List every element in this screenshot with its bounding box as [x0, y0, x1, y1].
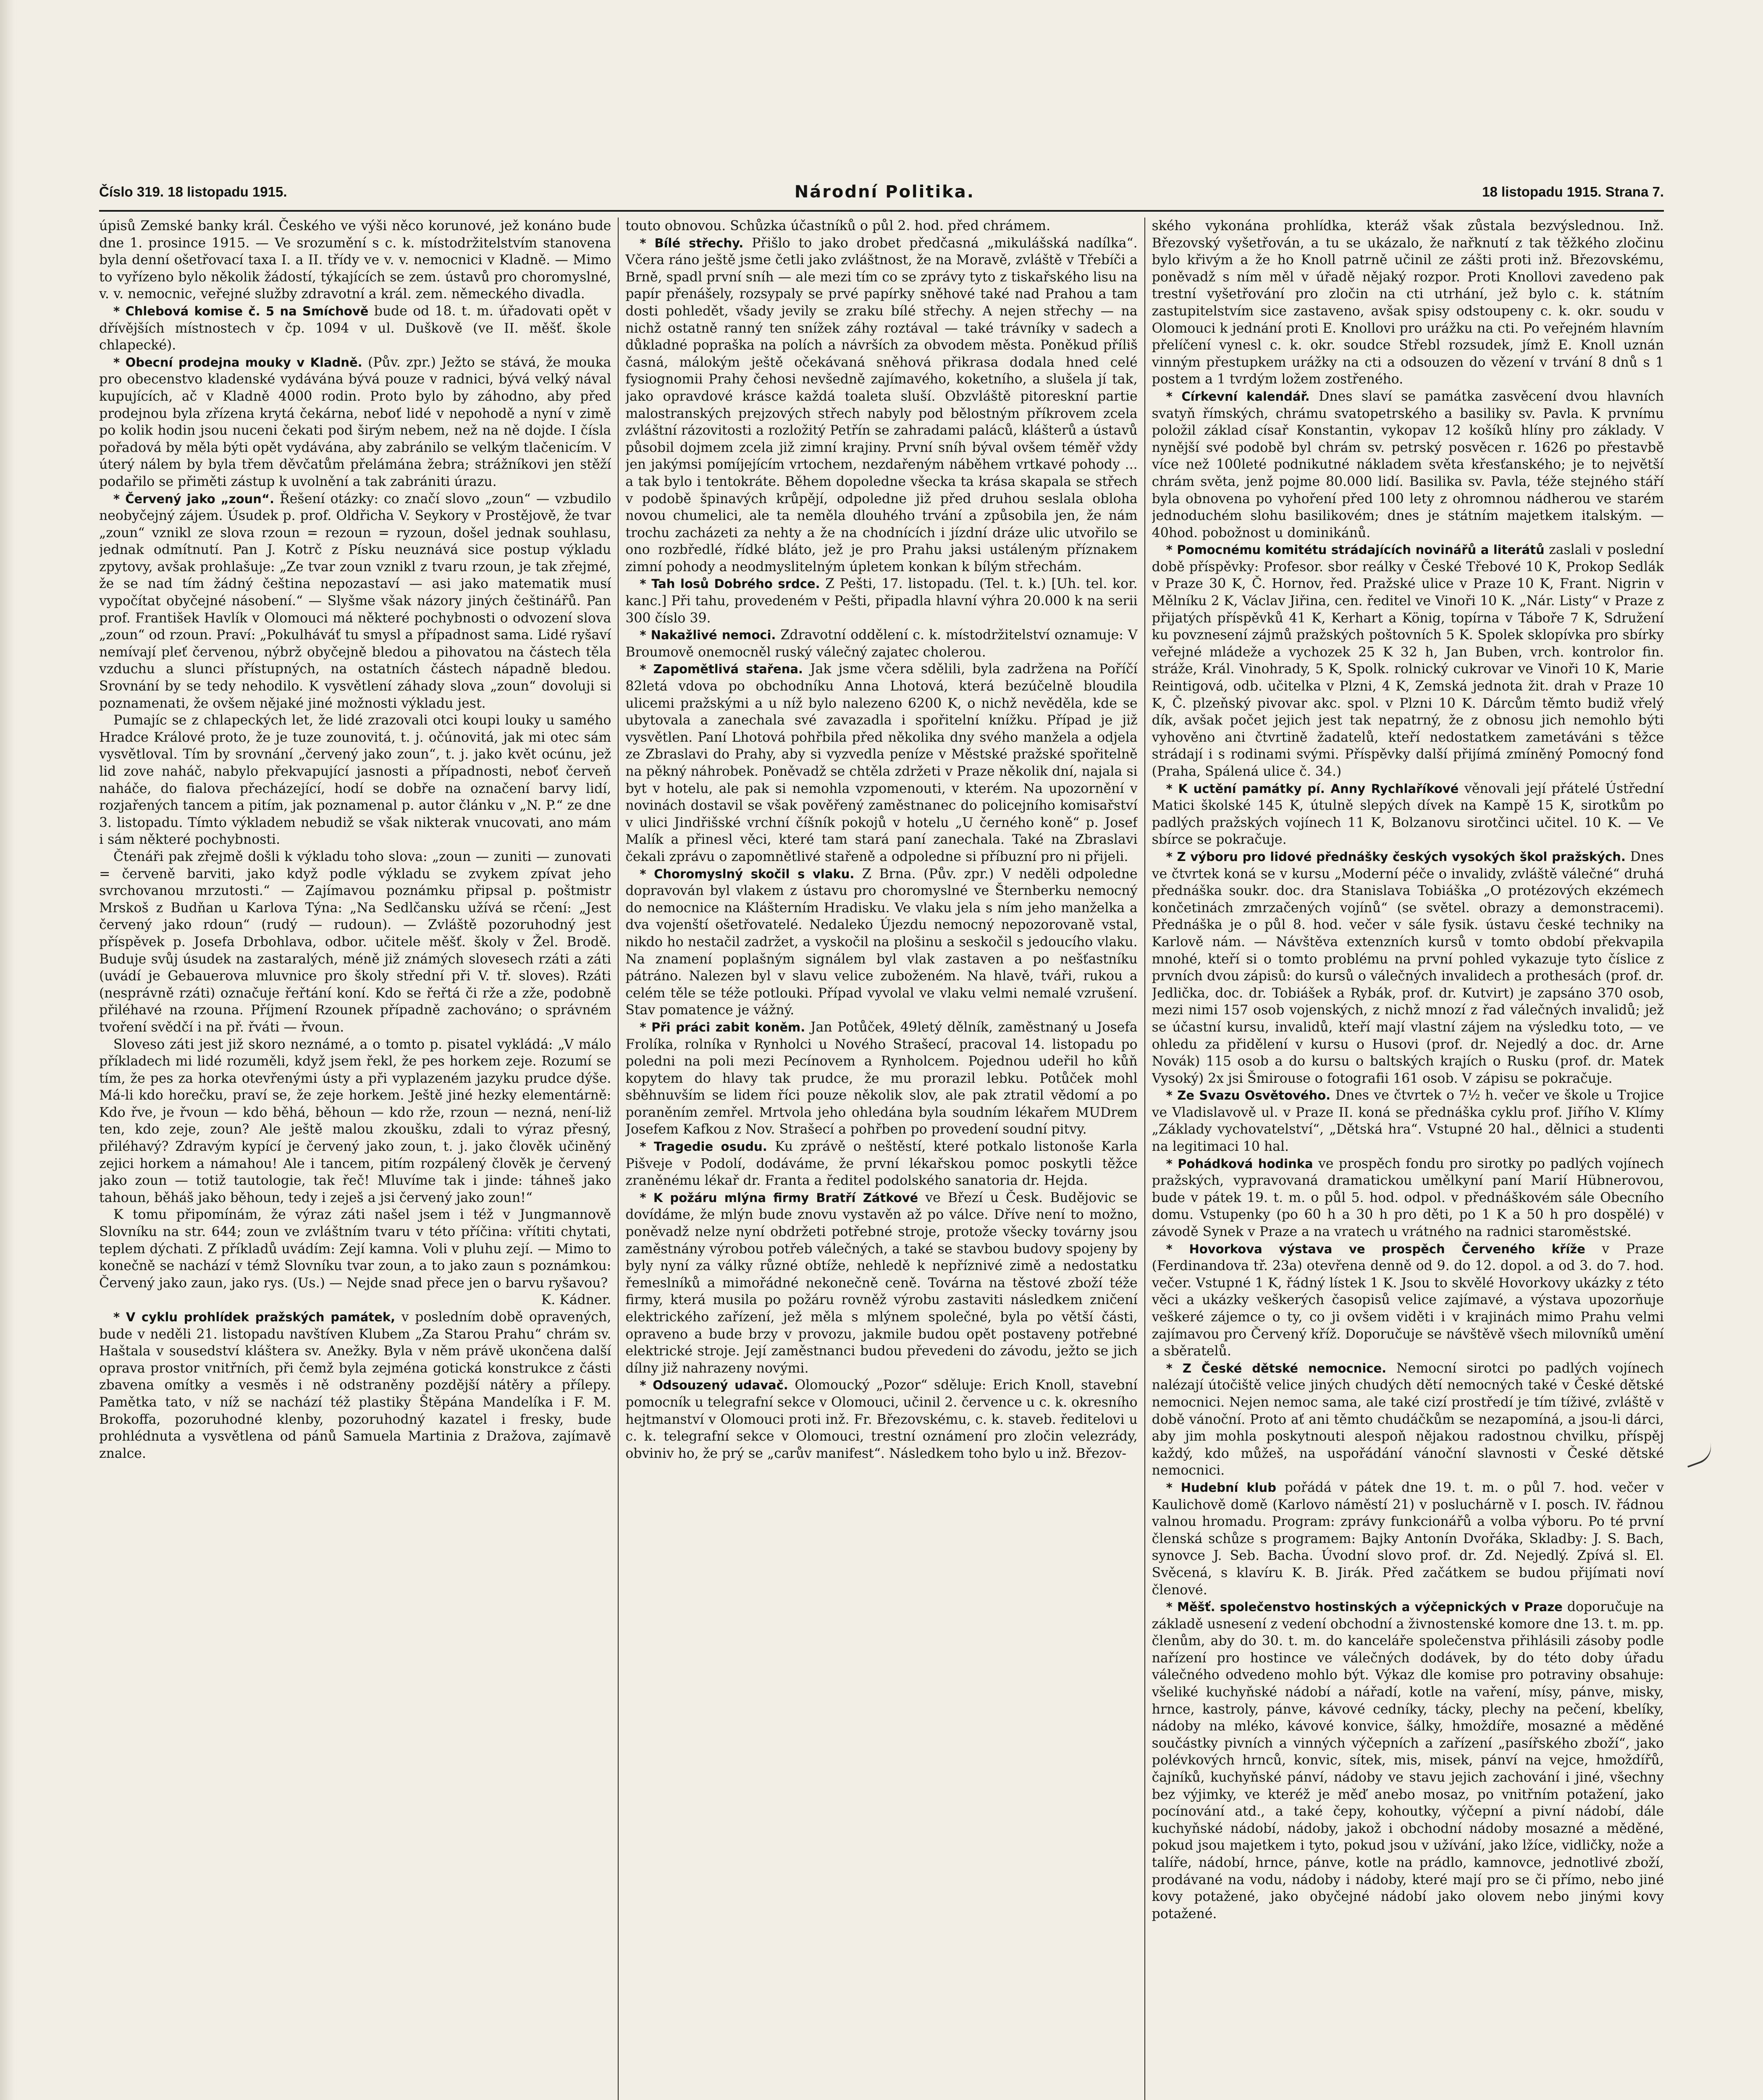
article-text: Dnes ve čtvrtek koná se v kursu „Moderní péče o invalidy, zvláště válečné“ druhá přednáška soukr. doc. dra Stanislava Tobiáška „O protézových ekzémech končetinách zmrzačených vojínů“ (se světel. obrazy a demonstracemi). Přednáška je o půl 8. hod. večer v sále fysik. ústavu české techniky na Karlově nám. — Návštěva extenzních kursů v tomto období překvapila mnohé, kteří si o tomto problému na první pohled vykazuje tyto číslice z prvních dvou zápisů: do kursů o válečných invalidech a prothesách (prof. dr. Jedlička, doc. dr. Tobiášek a Rybák, prof. dr. Kutvirt) je zapsáno 370 osob, mezi nimi 157 osob vojenských, z nichž mnozí z řad válečných invalidů; jež se účastní kursu, invalidů, kteří mají vlastní zájem na výsledku toto, — ve ohledu za přidělení v kursu o Husovi (prof. dr. Nejedlý a doc. dr. Arne Novák) 115 osob a do kursu o baltských krajích o Rusku (prof. dr. Matek Vysoký) 2x jsi Šmirouse o fotografii 161 osob. V zápisu se pokračuje.: [1152, 849, 1664, 1086]
article-paragraph: [625, 661, 1137, 865]
article-heading: * Při práci zabit koněm.: [640, 1020, 805, 1034]
article-text: ve prospěch fondu pro sirotky po padlých vojínech pražských, vypravovaná dramatickou umělkyní paní Marií Hübnerovou, bude v pátek 19. t. m. o půl 5. hod. odpol. v přednáškovém sále Obecního domu. Vstupenky (po 60 h a 30 h pro děti, po 1 K a 50 h pro dospělé) v závodě Synek v Praze a na vratech u vrátného na radnici staroměstské.: [1152, 1156, 1664, 1240]
article-paragraph: [1152, 780, 1664, 848]
date-page-number: 18 listopadu 1915. Strana 7.: [1482, 184, 1664, 200]
article-text: ského vykonána prohlídka, kteráž však zůstala bezvýslednou. Inž. Březovský vyšetřován, a tu se ukázalo, že nařknutí z tak těžkého zločinu bylo křivým a že ho Knoll patrně učinil ze zášti proti inž. Březovskému, poněvadž s ním měl v úřadě nějaký rozpor. Proti Knollovi zavedeno pak trestní vyšetřování pro zločin na cti utrhání, jež bylo c. k. státním zastupitelstvím sice zastaveno, avšak spisy odstoupeny c. k. okr. soudu v Olomouci k jednání proti E. Knollovi pro urážku na cti. Po veřejném hlavním přelíčení vynesl c. k. okr. soudce Střebl rozsudek, jímž E. Knoll uznán vinným přestupkem urážky na cti a odsouzen do vězení v trvání 8 dnů s 1 postem a 1 tvrdým ložem zostřeného.: [1152, 218, 1664, 387]
page-header: [99, 177, 1664, 207]
article-paragraph: [99, 354, 611, 491]
article-text: K tomu připomínám, že výraz záti našel jsem i též v Jungmannově Slovníku na str. 644; zoun ve zvláštním tvaru v této příčina: vřítiti chytati, teplem dýchati. Z příkladů uvádím: Zejí kamna. Voli v pluhu zejí. — Mimo to konečně se nachází v témž Slovníku tvar zoun, a to jako zaun s poznámkou: Červený jako zaun, jako rys. (Us.) — Nejde snad přece jen o barvu ryšavou?: [99, 1207, 611, 1291]
article-heading: * Pomocnému komitétu strádajících novinářů a literátů: [1166, 543, 1545, 557]
article-paragraph: [1152, 1155, 1664, 1241]
article-heading: * Hovorkova výstava ve prospěch Červeného kříže: [1166, 1242, 1585, 1256]
article-text: zaslali v poslední době příspěvky: Profesor. sbor reálky v České Třebové 10 K, Prokop Sedlák v Praze 30 K, Č. Hornov, řed. Pražské ulice v Praze 10 K, Frant. Nigrin v Mělníku 2 K, Václav Jiřina, cen. ředitel ve Vinoři 10 K. „Nár. Listy“ v Praze z přijatých příspěvků 41 K, Kerhart a König, topírna v Táboře 7 K, Sdružení ku povznesení zájmů pražských poštovních 5 K. Spolek sklopívka pro sbírky veřejné mládeže a vychozek 25 K 32 h, Jan Buben, vrch. kontrolor fin. stráže, Král. Vinohrady, 5 K, Spolk. rolnický cukrovar ve Vinoři 10 K, Marie Reintigová, odb. učitelka v Plzni, 4 K, Zemská jednota žit. drah v Praze 10 K, Č. plzeňský pivovar akc. spol. v Plzni 10 K. Dárcům těmto budiž vřelý dík, avšak počet jejich jest tak nepatrný, že z obnosu jich nemohlo býti vyhověno ani čtvrtině žadatelů, kteří nedostatkem zametáváni s těžce strádají i s rodinami svými. Příspěvky další přijímá zmíněný Pomocný fond (Praha, Spálená ulice č. 34.): [1152, 542, 1664, 779]
article-paragraph: [99, 1292, 611, 1309]
newspaper-title: Národní Politika.: [794, 182, 975, 202]
article-paragraph: [625, 1019, 1137, 1138]
article-text: Řešení otázky: co značí slovo „zoun“ — vzbudilo neobyčejný zájem. Úsudek p. prof. Oldřicha V. Seykory v Prostějově, že tvar „zoun“ vznikl ze slova rzoun = rezoun = ryzoun, došel jednak souhlasu, jednak odmítnutí. Pan J. Kotrč z Písku neuznává sice postup výkladu zpytovy, avšak prohlašuje: „Ze tvar zoun vznikl z tvaru rzoun, je tak zřejmé, že se nad tím žádný čeština nepozastaví — asi jako matematik musí vypočítat obyčejné násobení.“ — Slyšme však názory jiných češtinářů. Pan prof. František Havlík v Olomouci má některé pochybnosti o odvození slova „zoun“ od rzoun. Praví: „Pokulháváť tu smysl a případnost sama. Lidé ryšaví nemívají pleť červenou, nýbrž obyčejně bledou a pihovatou na částech těla vzduchu a slunci přístupných, na ostatních částech nápadně bledou. Srovnání by se tedy nehodilo. K vysvětlení záhady slova „zoun“ dovoluji si poznamenati, že ovšem nějaké jiné možnosti výkladu jest.: [99, 491, 611, 711]
article-paragraph: [1152, 1087, 1664, 1155]
article-text: Z Pešti, 17. listopadu. (Tel. t. k.) [Uh. tel. kor. kanc.] Při tahu, provedeném v Pešti, připadla hlavní výhra 20.000 k na serii 300 číslo 39.: [625, 576, 1138, 626]
article-heading: * Z České dětské nemocnice.: [1166, 1361, 1387, 1376]
article-paragraph: [625, 575, 1137, 627]
article-heading: * Z výboru pro lidové přednášky českých vysokých škol pražských.: [1166, 849, 1626, 864]
article-paragraph: [99, 303, 611, 354]
article-text: Jan Potůček, 49letý dělník, zaměstnaný u Josefa Frolíka, rolníka v Rynholci u Nového Strašecí, pracoval 14. listopadu po poledni na poli mezi Pecínovem a Rynholcem. Pojednou udeřil ho kůň kopytem do hlavy tak prudce, že mu prorazil lebku. Potůček mohl sběhnuvším se lidem říci pouze několik slov, ale pak ztratil vědomí a po poraněním zemřel. Mrtvola jeho ohledána byla soudním lékařem MUDrem Josefem Kafkou z Nov. Strašecí a pohřben po provedení soudní pitvy.: [625, 1019, 1138, 1137]
article-paragraph: [625, 1138, 1137, 1189]
article-paragraph: [1152, 1241, 1664, 1360]
article-heading: * K uctění památky pí. Anny Rychlaříkové: [1166, 781, 1459, 796]
article-heading: * Pohádková hodinka: [1166, 1156, 1313, 1171]
issue-number-date: Číslo 319. 18 listopadu 1915.: [99, 184, 287, 200]
article-paragraph: [1152, 1599, 1664, 1922]
article-text: ve Březí u Česk. Budějovic se dovídáme, že mlýn bude znovu vystavěn až po válce. Dříve není to možno, poněvadž nelze nyní obdržeti potřebné stroje, protože všecky továrny jsou zaměstnány výrobou potřeb válečných, a také se stavbou budovy spojeny by byly nyní za války různé obtíže, nehledě k nepříznivé zimě a nedostatku řemeslníků a mimořádné nekonečně ceně. Továrna na těstové zboží téže firmy, která musila po požáru rovněž výrobu zastaviti následkem zničení elektrického zařízení, jež měla s mlýnem společné, byla po větší části, opraveno a bude brzy v provozu, jakmile budou opět postaveny potřebné elektrické stroje. Její zaměstnanci budou převedeni do závodu, ježto se jich dílny již nahrazeny novými.: [625, 1190, 1138, 1376]
column-1: [99, 218, 611, 2100]
article-text: Sloveso záti jest již skoro neznámé, a o tomto p. pisatel vykládá: „V málo příkladech mi lidé rozuměli, když jsem řekl, že pes horkem zeje. Rozumí se tím, že pes za horka otevřenými ústy a při vyplazeném jazyku prudce dýše. Má-li kdo horečku, praví se, že zeje horkem. Ještě jiné hezky elementárně: Kdo řve, je řvoun — kdo běhá, běhoun — kdo rže, rzoun — nezná, není-liž ten, kdo zeje, zoun? Ale ještě malou zkoušku, zdali to výraz přesný, přiléhavý? Zdravým kypící je červený jako zoun, t. j. jako člověk učiněný zejici horkem a námahou! Ale i tancem, pitím rozpálený člověk je červený jako zoun — totiž tautologie, tak řeč! Mluvíme tak i jinde: táhneš jako tahoun, běháš jako běhoun, tedy i zeješ a jsi červený jako zoun!“: [99, 1037, 611, 1205]
article-heading: * Ze Svazu Osvětového.: [1166, 1088, 1331, 1103]
article-text: (Pův. zpr.) Ježto se stává, že mouka pro obecenstvo kladenské vydávána bývá pouze v radnici, bývá velký nával kupujících, ač v Kladně 4000 rodin. Proto bylo by záhodno, aby před prodejnou byla zřízena krytá čekárna, neboť lidé v nepohodě a nyní v zimě po kolik hodin jsou nuceni čekati pod širým nebem, než na ně dojde. I čísla pořadová by měla býti opět vydávána, aby zabránilo se velkým tlačenicím. V úterý nálem by byla třem děvčatům přelámána žebra; strážníkovi jen stěží podařilo se přiměti zástup k uvolnění a tak zabrániti úrazu.: [99, 354, 611, 489]
article-paragraph: [625, 1377, 1137, 1462]
article-text: Pumajíc se z chlapeckých let, že lidé zrazovali otci koupi louky u samého Hradce Králové proto, že je tuze zounovitá, t. j. očúnovitá, jak mi otec sám vysvětloval. Tím by srovnání „červený jako zoun“, t. j. jako květ ocúnu, jež lid zove naháč, nabylo překvapující jasnosti a případnosti, neboť červeň naháče, do fialova přecházející, hodí se dobře na označení barvy lidí, rozjařených tancem a pitím, jak poznamenal p. autor článku v „N. P.“ ze dne 3. listopadu. Tímto výkladem nebudiž se však nikterak vnucovati, ano mám i sám některé pochybnosti.: [99, 713, 611, 848]
article-heading: * Červený jako „zoun“.: [113, 491, 275, 506]
article-text: úpisů Zemské banky král. Českého ve výši něco korunové, jež konáno bude dne 1. prosince 1915. — Ve srozumění s c. k. místodržitelstvím stanovena byla denní ošetřovací taxa I. a II. třídy ve v. v. nemocnici v Kladně. — Mimo to vyřízeno bylo několik žádostí, týkajících se zem. ústavů pro choromyslné, v. v. nemocnic, veřejné služby zdravotní a král. zem. německého divadla.: [99, 218, 611, 302]
article-text: Čtenáři pak zřejmě došli k výkladu toho slova: „zoun — zuniti — zunovati = červeně barviti, jako když podle výkladu se zvykem zpívat jeho svrchovanou mrzutosti.“ — Zajímavou poznámku připsal p. poštmistr Mrskoš z Budňan u Karlova Týna: „Na Sedlčansku užívá se rčení: „Jest červený jako rdoun“ (rudý — rudoun). — Zvláště pozoruhodný jest příspěvek p. Josefa Drbohlava, odbor. učitele měšť. školy v Žel. Brodě. Buduje svůj úsudek na zastaralých, méně již známých slovesech rzáti a záti (uvádí je Gebauerova mluvnice pro školy střední při V. tř. sloves). Rzáti (nesprávně rzáti) označuje řeřtání koní. Kdo se řeřtá či rže a zže, podobně přiléhavé na rzouna. Příjmení Rzounek případně zachováno; o správném tvoření svědčí i na př. řváti — řvoun.: [99, 849, 611, 1035]
article-heading: * Církevní kalendář.: [1166, 389, 1310, 404]
article-paragraph: [625, 218, 1137, 235]
article-text: K. Kádner.: [541, 1292, 611, 1308]
article-text: Z Brna. (Pův. zpr.) V neděli odpoledne dopravován byl vlakem z ústavu pro choromyslné ve Šternberku nemocný do nemocnice na Klášterním Hradisku. Ve vlaku jela s ním jeho manželka a dva vojenští ošetřovatelé. Nedaleko Újezdu nemocný nepozorovaně vstal, nikdo ho nestačil zadržet, a vyskočil na plošinu a seskočil s jedoucího vlaku. Na znamení poplašným signálem byl vlak zastaven a po nešťastníku pátráno. Nalezen byl v slavu velice zuboženém. Na hlavě, tváři, rukou a celém těle se téže potlouki. Případ vyvolal ve vlaku velmi nemalé vzrušení. Stav pomatence je vážný.: [625, 866, 1138, 1018]
article-heading: * Bílé střechy.: [640, 236, 744, 250]
article-paragraph: [625, 627, 1137, 661]
article-text: Ku zprávě o neštěstí, které potkalo listonoše Karla Pišveje v Podolí, dodáváme, že první lékařskou pomoc poskytli těžce zraněnému lékař dr. Franta a ředitel podolského sanatoria dr. Hejda.: [625, 1139, 1138, 1189]
article-text: Olomoucký „Pozor“ sděluje: Erich Knoll, stavební pomocník u telegrafní sekce v Olomouci, učinil 2. července u c. k. okresního hejtmanství v Olomouci proti inž. Fr. Březovskému, c. k. staveb. ředitelovi u c. k. telegrafní sekce v Olomouci, trestní oznámení pro zločin velezrády, obviniv ho, že prý se „carův manifest“. Následkem toho bylo u inž. Březov-: [625, 1378, 1138, 1461]
handwritten-margin-mark: [1680, 1436, 1716, 1468]
column-2: [625, 218, 1137, 2100]
article-paragraph: [99, 491, 611, 712]
article-heading: * Tragedie osudu.: [640, 1139, 767, 1154]
article-heading: * Měšť. společenstvo hostinských a výčepnických v Praze: [1166, 1600, 1563, 1614]
article-text: v posledním době opravených, bude v neděli 21. listopadu navštíven Klubem „Za Starou Prahu“ chrám sv. Haštala v sousedství kláštera sv. Anežky. Byla v něm právě ukončena další oprava prostor vnitřních, při čemž byla zejména gotická konstrukce z části zbavena omítky a vesměs i ně odstraněny pozdější nátěry a přílepy. Pamětka tato, v níž se nachází též plastiky Štěpána Mandelíka i F. M. Brokoffa, pozoruhodné klenby, pozoruhodný kazatel i fresky, bude prohlédnuta a vysvětlena od pánů Samuela Martinia z Dražova, zajímavě znalce.: [99, 1310, 611, 1461]
column-divider: [1144, 218, 1145, 2100]
article-text: bude od 18. t. m. úřadovati opět v dřívějších místnostech v čp. 1094 v ul. Duškově (ve II. měšť. škole chlapecké).: [99, 303, 611, 353]
article-text: Nemocní sirotci po padlých vojínech nalézají útočiště velice jiných chudých dětí nemocných také v České dětské nemocnici. Nejen nemoc sama, ale také cizí prostředí je tím tíživé, zvláště v době vánoční. Proto ať ani těmto chudáčkům se nezapomíná, a jsou-li dárci, aby jim mohla poskytnouti alespoň nějakou radostnou chvilku, příspěj každý, kdo můžeš, na uspořádání vánoční slavnosti v České dětské nemocnici.: [1152, 1360, 1664, 1478]
article-text: v Praze (Ferdinandova tř. 23a) otevřena denně od 9. do 12. dopol. a od 3. do 7. hod. večer. Vstupné 1 K, řádný lístek 1 K. Jsou to skvělé Hovorkovy ukázky z této věci a ukázky veškerých časopisů velice zajímavé, a výstava upozorňuje veškeré zájemce o ty, co ji ovšem viděti i v krajinách mimo Prahu velmi zajímavou pro Červený kříž. Doporučuje se návštěvě všech milovníků umění a sběratelů.: [1152, 1241, 1664, 1359]
article-text: doporučuje na základě usnesení z vedení obchodní a živnostenské komore dne 13. t. m. pp. členům, aby do 30. t. m. do kanceláře společenstva přihlásili zásoby podle nařízení pro hostince ve válečných dodávek, by do této doby úřadu válečného odvedeno mohlo být. Výkaz dle komise pro potraviny obsahuje: všeliké kuchyňské nádobí a nářadí, kotle na vaření, mísy, pánve, misky, hrnce, kastroly, pánve, kávové cedníky, tácky, plechy na pečení, kbelíky, nádoby na mléko, kávové konvice, šálky, hmoždíře, mosazné a měděné součástky pivních a vinných výčepních a zařízení „pasířského zboží“, jako polévkových hrnců, konvic, sítek, mis, misek, pánví na vejce, hmoždířů, čajníků, kuchyňské pánví, nádoby ve stavu jejich zachování i jiné, všechny bez výjimky, ve kteréž je měď anebo mosaz, po vnitřním potažení, jako pocínování atd., a také čepy, kohoutky, výčepní a pivní nádobí, dále kuchyňské nádobí, nádoby, jakož i obchodní nádoby mosazné a měděné, pokud jsou majetkem i tyto, pokud jsou v užívání, jako lžíce, vidličky, nože a talíře, nádobí, hrnce, pánve, kotle na prádlo, kamnovce, jednotlivé zboží, prodávané na vodu, nádoby i nádoby, které mají pro se či přímo, nebo jiné kovy potažené, jako obyčejné nádobí jako olovem nebo jinými kovy potažené.: [1152, 1599, 1664, 1922]
article-heading: * V cyklu prohlídek pražských památek,: [113, 1310, 396, 1324]
article-heading: * K požáru mlýna firmy Bratří Zátkové: [640, 1190, 918, 1205]
scan-edge-shadow: [0, 0, 15, 2100]
article-text: pořádá v pátek dne 19. t. m. o půl 7. hod. večer v Kaulichově domě (Karlovo náměstí 21) v posluchárně v I. posch. IV. řádnou valnou hromadu. Program: zprávy funkcionářů a volba výboru. Po té první členská schůze s programem: Bajky Antonín Dvořáka, Skladby: J. S. Bach, synovce J. Seb. Bacha. Úvodní slovo prof. dr. Zd. Nejedlý. Zpívá sl. El. Svěcená, s klavíru K. B. Jirák. Před začátkem se budou přijímati noví členové.: [1152, 1480, 1664, 1598]
article-paragraph: [625, 235, 1137, 576]
article-paragraph: [1152, 541, 1664, 780]
article-text: Jak jsme včera sdělili, byla zadržena na Poříčí 82letá vdova po obchodníku Anna Lhotová, která bezúčelně bloudila ulicemi pražskými a u níž bylo nalezeno 6200 K, o nichž nevěděla, kde se ubytovala a zanechala své zavazadla i spořitelní knížku. Případ je již vysvětlen. Paní Lhotová pohřbila před několika dny svého manžela a odjela ze Zbraslavi do Prahy, aby si vyzvedla peníze v Městské pražské spořitelně na pěkný náhrobek. Poněvadž se chtěla zdržeti v Praze několik dní, najala si byt v hotelu, ale pak si nemohla vzpomenouti, v kterém. Na upozornění v novinách dostavil se však pověřený zaměstnanec do policejního komisařství v ulici Jindřišské vrchní číšník pokojů v hotelu „U černého koně“ p. Josef Malík a přinesl věci, které tam stará paní zanechala. Také na Zbraslavi čekali zprávu o zapomnětlivé stařeně a odpoledne si příbuzní pro ni přijeli.: [625, 662, 1138, 864]
header-rule: [99, 210, 1664, 212]
text-columns: [99, 218, 1664, 2100]
article-text: Zdravotní oddělení c. k. místodržitelství oznamuje: V Broumově onemocněl ruský válečný zajatec cholerou.: [625, 627, 1138, 660]
article-heading: * Tah losů Dobrého srdce.: [640, 577, 820, 591]
article-heading: * Zapomětlivá stařena.: [640, 662, 803, 677]
article-text: Přišlo to jako drobet předčasná „mikulášská nadílka“. Včera ráno ještě jsme četli jako zvláštnost, že na Moravě, zvláště v Třebíči a Brně, spadl první sníh — ale mezi tím co se zprávy tyto z tiskařského lisu na papír přenášely, rozsypaly se prvé papírky sněhové také nad Prahou a tam dosti pohledět, všady jevily se zraku bílé střechy. A nejen střechy — na nichž ostatně ranný ten snížek záhy roztával — také trávníky v sadech a důkladné popraška na polích a návrších za obvodem města. Poněkud příliš časná, málokým ještě očekávaná sněhová přikrasa dodala hned celé fysiognomii Prahy čehosi nevšedně zajímavého, koketního, a slušela jí tak, jako opravdové krásce každá toaleta sluší. Obzvláště pitoreskní partie malostranských prejzových střech nabyly pod bělostným příkrovem zcela zvláštní rázovitosti a rozložitý Petřín se zahradami paláců, klášterů a ústavů působil dojmem zcela již zimní krajiny. První sníh býval ovšem téměř vždy jen jakýmsi pomíjejícím vrtochem, nezdařeným náběhem vrtkavé pohody ... a tak bylo i tentokráte. Během dopoledne všecka ta krása skapala se střech v podobě špinavých krůpějí, odpoledne již před druhou seslala obloha novou chumelici, ale ta neměla dlouhého trvání a způsobila jen, že nám trochu zacházeti za nehty a že na chodnících i jízdní dráze ulic utvořilo se ono rozbředlé, řídké bláto, jež je pro Prahu jaksi ustáleným příznakem zimní pohody a neodmyslitelným úpletem konkan k bílým střechám.: [625, 235, 1138, 575]
article-paragraph: [625, 866, 1137, 1019]
article-heading: * Odsouzený udavač.: [640, 1378, 788, 1393]
article-paragraph: [99, 218, 611, 303]
article-paragraph: [1152, 1360, 1664, 1479]
article-paragraph: [1152, 218, 1664, 388]
article-heading: * Chlebová komise č. 5 na Smíchově: [113, 304, 369, 318]
article-text: věnovali její přátelé Ústřední Matici školské 145 K, útulně slepých dívek na Kampě 15 K, sirotkům po padlých pražských vojínech 11 K, Bolzanovu sirotčinci učitel. 10 K. — Ve sbírce se pokračuje.: [1152, 781, 1664, 848]
article-paragraph: [1152, 1479, 1664, 1599]
column-divider: [618, 218, 619, 2100]
article-paragraph: [99, 1036, 611, 1207]
article-paragraph: [99, 1206, 611, 1292]
column-3: [1152, 218, 1664, 2100]
article-heading: * Obecní prodejna mouky v Kladně.: [113, 355, 362, 370]
article-text: touto obnovou. Schůzka účastníků o půl 2. hod. před chrámem.: [625, 218, 1051, 234]
article-text: Dnes slaví se památka zasvěcení dvou hlavních svatyň římských, chrámu svatopetrského a basiliky sv. Pavla. K prvnímu položil základ císař Konstantin, vykopav 12 košíků hlíny pro základy. V nynější své podobě byl chrám sv. petrský posvěcen r. 1626 po přestavbě více než 100leté podnikutné nákladem světa křesťanského; je to největší chrám světa, jenž pojme 80.000 lidí. Basilika sv. Pavla, téže stejného stáří byla obnovena po vyhoření před 100 lety z ohromnou nádherou ve starém jednoduchém slohu basilikovém; dnes je státním majetkem italským. — 40hod. pobožnost u dominikánů.: [1152, 388, 1664, 541]
article-heading: * Choromyslný skočil s vlaku.: [640, 866, 855, 881]
article-paragraph: [1152, 848, 1664, 1087]
article-paragraph: [99, 712, 611, 848]
article-paragraph: [99, 848, 611, 1036]
article-paragraph: [625, 1189, 1137, 1377]
article-paragraph: [99, 1309, 611, 1462]
article-heading: * Hudební klub: [1166, 1480, 1276, 1495]
article-text: Dnes ve čtvrtek o 7½ h. večer ve škole u Trojice ve Vladislavově ul. v Praze II. koná se přednáška cyklu prof. Jiřího V. Klímy „Základy vychovatelství“, „Dětská hra“. Vstupné 20 hal., dělnici a studenti na legitimaci 10 hal.: [1152, 1088, 1664, 1155]
article-heading: * Nakažlivé nemoci.: [640, 628, 776, 643]
article-paragraph: [1152, 388, 1664, 541]
